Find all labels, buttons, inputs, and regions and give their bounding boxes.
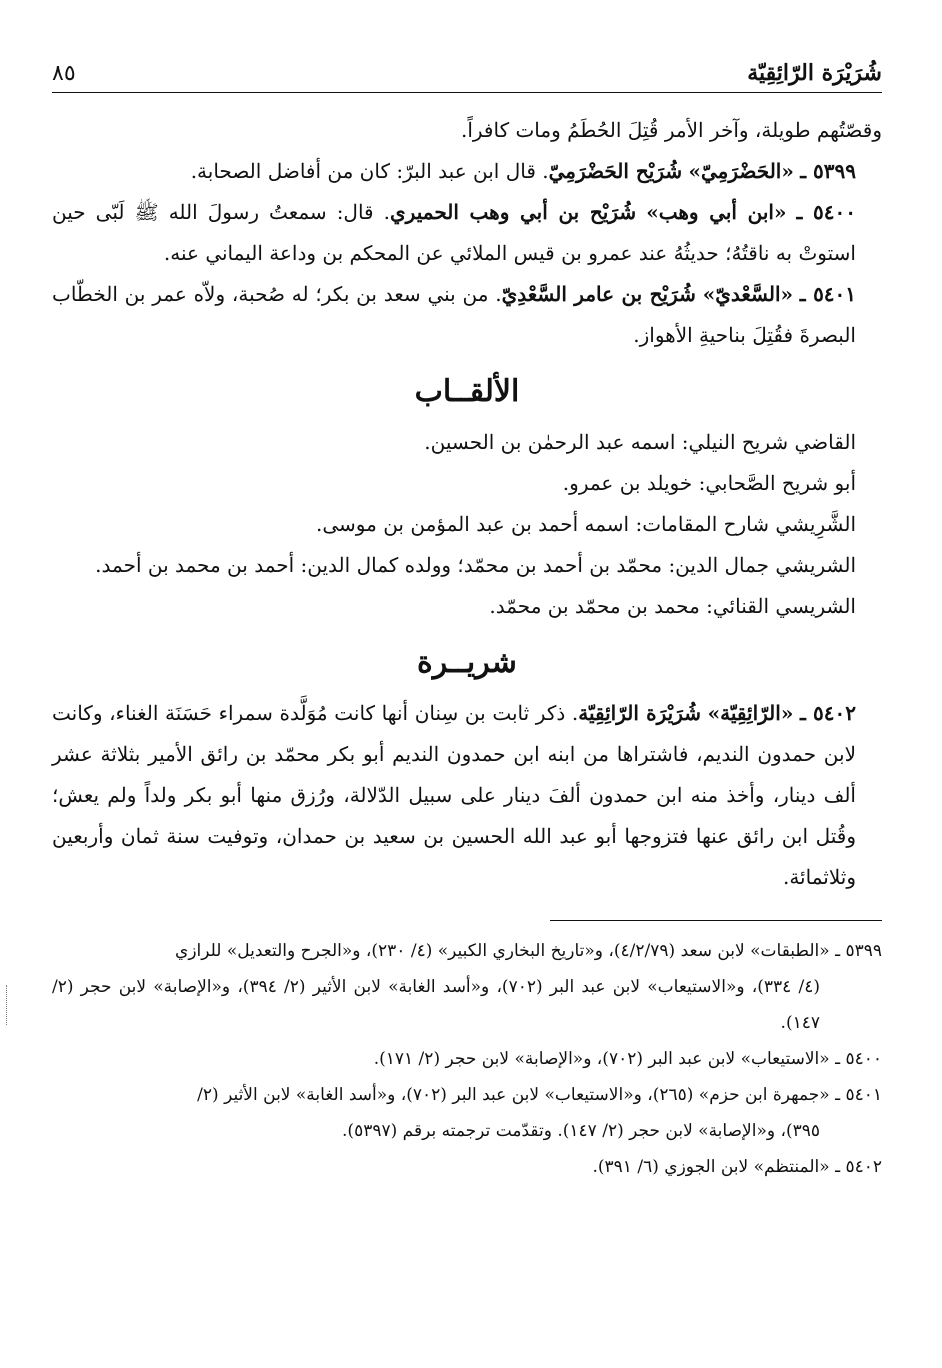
entry-keyword: «الرّائِقِيّة» — [707, 701, 794, 725]
running-title: شُرَيْرَة الرّائِقِيّة — [747, 60, 882, 86]
footnote-line: ٥٣٩٩ ـ «الطبقات» لابن سعد (٤/٢/٧٩)، و«تاريخ البخاري الكبير» (٤/ ٢٣٠)، و«الجرح والتعديل» للرازي — [175, 941, 882, 961]
intro-line: وقصّتُهم طويلة، وآخر الأمر قُتِلَ الحُطَمُ ومات كافراً. — [460, 118, 882, 142]
entry-5401 — [52, 274, 882, 356]
entry-keyword: «ابن أبي وهب» — [646, 200, 787, 224]
laqab-item: القاضي شريح النيلي: اسمه عبد الرحمٰن بن الحسين. — [424, 430, 856, 454]
entry-number: ٥٣٩٩ ـ — [800, 159, 856, 183]
footnote — [52, 1041, 882, 1077]
laqab-item: الشريشي جمال الدين: محمّد بن أحمد بن محمّد؛ وولده كمال الدين: أحمد بن محمد بن أحمد. — [95, 553, 856, 577]
page-header — [52, 52, 882, 93]
footnotes — [52, 933, 882, 1185]
footnote-line: ٥٤٠٢ ـ «المنتظم» لابن الجوزي (٦/ ٣٩١). — [592, 1157, 882, 1177]
footnote — [52, 1077, 882, 1113]
page-body — [52, 110, 882, 1185]
entry-name: شُرَيْح بن عامر السَّعْدِيّ — [501, 282, 696, 306]
entry-5402 — [52, 693, 882, 898]
entry-name: شُرَيْرَة الرّائِقِيّة — [578, 701, 702, 725]
laqab-item: أبو شريح الصَّحابي: خويلد بن عمرو. — [562, 471, 856, 495]
entry-name: شُرَيْح بن أبي وهب الحميري — [390, 200, 637, 224]
footnote-separator — [550, 920, 882, 921]
footnote-line: ٥٤٠١ ـ «جمهرة ابن حزم» (٢٦٥)، و«الاستيعاب» لابن عبد البر (٧٠٢)، و«أسد الغابة» لابن الأثير (٢/ — [197, 1085, 882, 1105]
entry-keyword: «الحَضْرَمِيّ» — [688, 159, 794, 183]
laqab-item: الشريسي القنائي: محمد بن محمّد بن محمّد. — [489, 594, 856, 618]
entry-name: شُرَيْح الحَضْرَمِيّ — [548, 159, 683, 183]
footnote-continuation: ٣٩٥)، و«الإصابة» لابن حجر (٢/ ١٤٧). وتقدّمت ترجمته برقم (٥٣٩٧). — [342, 1121, 820, 1141]
entry-5399 — [52, 151, 882, 192]
entry-text: . من بني سعد بن بكر؛ له صُحبة، ولاّه عمر بن الخطّاب البصرةَ فقُتِلَ بناحيةِ الأهواز. — [52, 282, 856, 347]
entry-text: . قال: سمعتُ رسولَ الله ﷺ لَبّى حين استوتْ به ناقتُهُ؛ حديثُهُ عند عمرو بن قيس الملائي عن المحكم بن وداعة اليماني عنه. — [52, 200, 856, 265]
entry-text: . قال ابن عبد البرّ: كان من أفاضل الصحابة. — [190, 159, 549, 183]
section-title-sharira: شريــرة — [417, 645, 517, 680]
footnote — [52, 933, 882, 969]
entry-5400 — [52, 192, 882, 274]
entry-number: ٥٤٠٠ ـ — [796, 200, 857, 224]
section-title-alqab: الألقــاب — [414, 374, 520, 409]
footnote-line: ٥٤٠٠ ـ «الاستيعاب» لابن عبد البر (٧٠٢)، و«الإصابة» لابن حجر (٢/ ١٧١). — [373, 1049, 882, 1069]
footnote — [52, 1149, 882, 1185]
entry-text: . ذكر ثابت بن سِنان أنها كانت مُوَلَّدة سمراء حَسَنَة الغناء، وكانت لابن حمدون النديم، فاشتراها من ابنه ابن حمدون النديم أبو بكر محمّد بن رائق الأمير بثلاثة عشر ألف دينار، وأخذ منه ابن حمدون ألفَ دينار على سبيل الدّلالة، ورُزق منها أبو بكر ولداً ولم يعش؛ وقُتل ابن رائق عنها فتزوجها أبو عبد الله الحسين بن سعيد بن حمدان، وتوفيت سنة ثمان وأربعين وثلاثمائة. — [52, 701, 856, 889]
entry-number: ٥٤٠١ ـ — [799, 282, 857, 306]
margin-mark — [6, 985, 11, 1025]
page-number: ٨٥ — [52, 61, 76, 86]
footnote-continuation: (٤/ ٣٣٤)، و«الاستيعاب» لابن عبد البر (٧٠٢)، و«أسد الغابة» لابن الأثير (٢/ ٣٩٤)، و«الإصابة» لابن حجر (٢/ ١٤٧). — [52, 977, 820, 1033]
laqab-item: الشَّرِيشي شارح المقامات: اسمه أحمد بن عبد المؤمن بن موسى. — [316, 512, 856, 536]
entry-keyword: «السَّعْديّ» — [702, 282, 793, 306]
entry-number: ٥٤٠٢ ـ — [799, 701, 857, 725]
